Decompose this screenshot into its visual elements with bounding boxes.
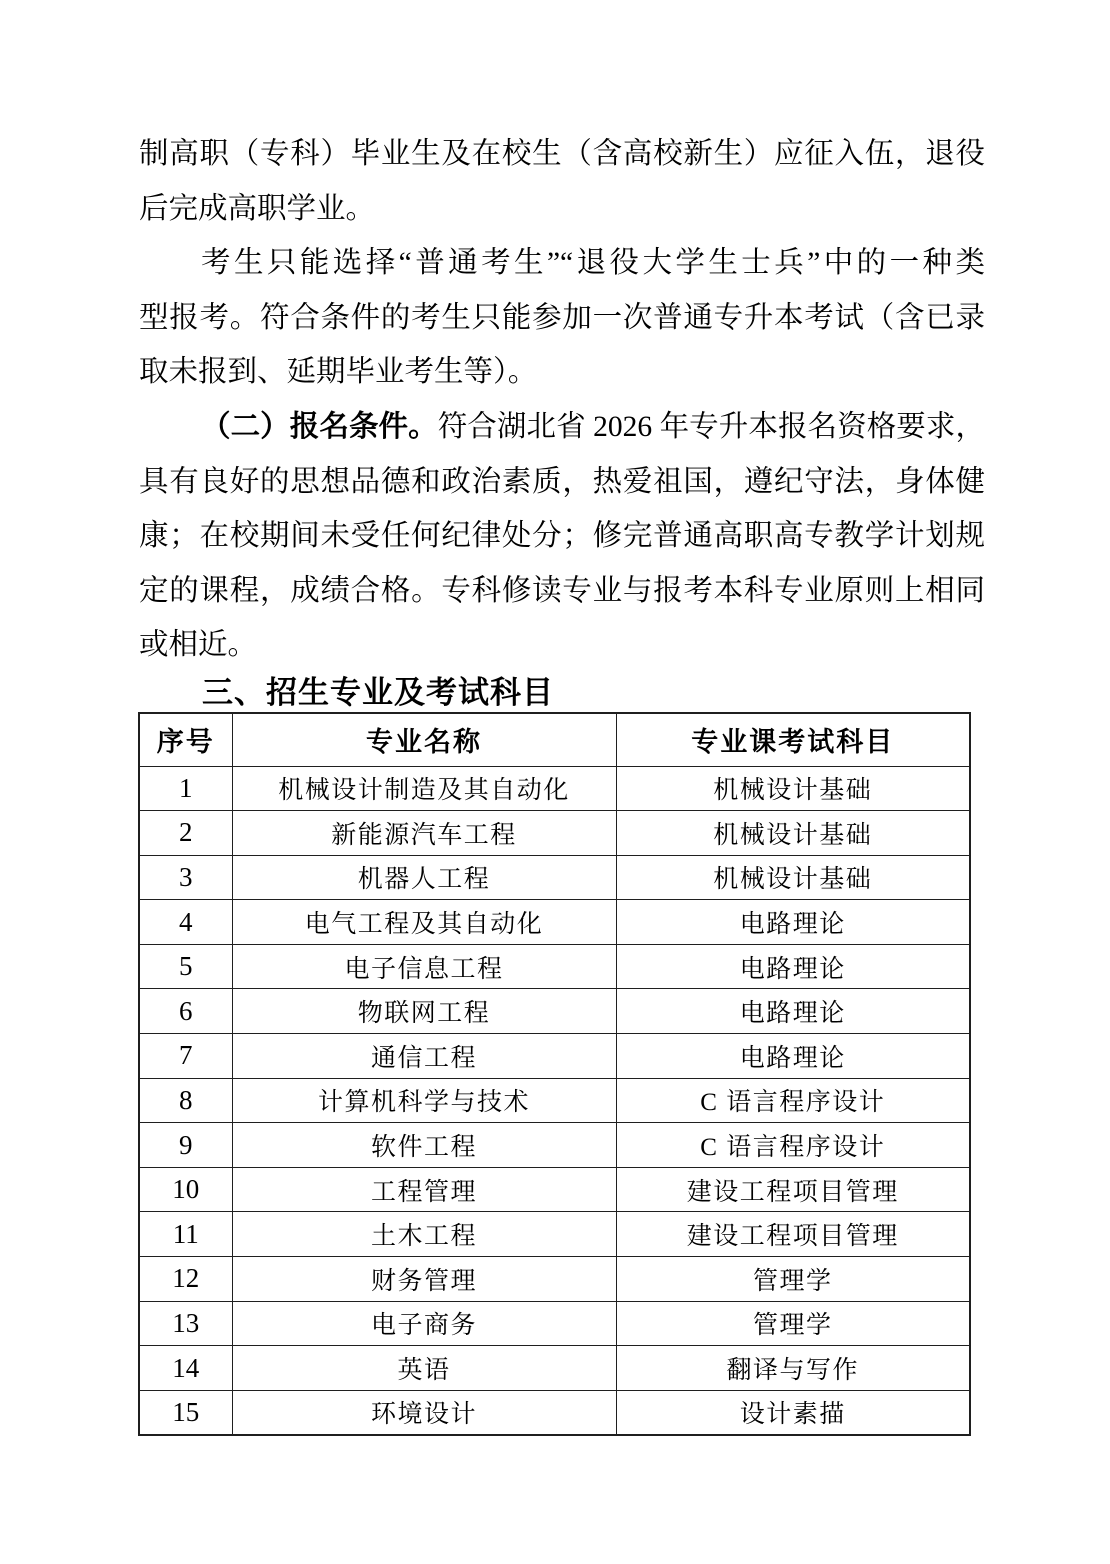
- cell-no: 7: [139, 1034, 232, 1079]
- paragraph-line: [139, 400, 985, 455]
- paragraph-line: 取未报到、延期毕业考生等）。: [139, 356, 538, 389]
- table-header-subject: 专业课考试科目: [616, 713, 970, 766]
- table-header-major: 专业名称: [232, 713, 616, 766]
- cell-subject: 机械设计基础: [616, 811, 970, 856]
- paragraph-line: 或相近。: [139, 629, 258, 662]
- paragraph-line-text: 符合湖北省 2026 年专升本报名资格要求，: [437, 410, 985, 443]
- cell-subject: 管理学: [616, 1301, 970, 1346]
- cell-subject: 电路理论: [616, 944, 970, 989]
- paragraph-line: 康；在校期间未受任何纪律处分；修完普通高职高专教学计划规: [139, 520, 985, 553]
- table-row: [139, 1257, 970, 1302]
- cell-major: 财务管理: [232, 1257, 616, 1302]
- cell-no: 10: [139, 1167, 232, 1212]
- table-row: [139, 1301, 970, 1346]
- cell-no: 15: [139, 1390, 232, 1435]
- cell-major: 物联网工程: [232, 989, 616, 1034]
- cell-subject: 管理学: [616, 1257, 970, 1302]
- cell-no: 6: [139, 989, 232, 1034]
- cell-no: 5: [139, 944, 232, 989]
- paragraph-line: 具有良好的思想品德和政治素质，热爱祖国，遵纪守法，身体健: [139, 465, 985, 498]
- table-row: [139, 1078, 970, 1123]
- table-header-row: [139, 713, 970, 766]
- cell-subject: 电路理论: [616, 1034, 970, 1079]
- table-header: [139, 713, 970, 766]
- paragraph-line: 型报考。符合条件的考生只能参加一次普通专升本考试（含已录: [139, 301, 985, 334]
- cell-no: 2: [139, 811, 232, 856]
- cell-major: 电子信息工程: [232, 944, 616, 989]
- cell-subject: C 语言程序设计: [616, 1123, 970, 1168]
- cell-subject: 电路理论: [616, 900, 970, 945]
- table-row: [139, 1034, 970, 1079]
- cell-major: 机器人工程: [232, 855, 616, 900]
- table-row: [139, 944, 970, 989]
- body-text-block: [139, 127, 985, 712]
- cell-major: 工程管理: [232, 1167, 616, 1212]
- cell-major: 环境设计: [232, 1390, 616, 1435]
- cell-subject: 建设工程项目管理: [616, 1167, 970, 1212]
- cell-no: 8: [139, 1078, 232, 1123]
- table-row: [139, 1212, 970, 1257]
- cell-major: 通信工程: [232, 1034, 616, 1079]
- cell-major: 电气工程及其自动化: [232, 900, 616, 945]
- table-row: [139, 855, 970, 900]
- table-row: [139, 811, 970, 856]
- paragraph-lead-bold: （二）报名条件。: [201, 410, 438, 443]
- table-row: [139, 766, 970, 811]
- cell-major: 土木工程: [232, 1212, 616, 1257]
- table-row: [139, 989, 970, 1034]
- cell-no: 1: [139, 766, 232, 811]
- paragraph-line: 定的课程，成绩合格。专科修读专业与报考本科专业原则上相同: [139, 574, 985, 607]
- cell-no: 11: [139, 1212, 232, 1257]
- cell-subject: 翻译与写作: [616, 1346, 970, 1391]
- cell-major: 软件工程: [232, 1123, 616, 1168]
- cell-no: 3: [139, 855, 232, 900]
- paragraph-line: 制高职（专科）毕业生及在校生（含高校新生）应征入伍，退役: [139, 138, 985, 170]
- table-row: [139, 1123, 970, 1168]
- cell-no: 14: [139, 1346, 232, 1391]
- cell-no: 9: [139, 1123, 232, 1168]
- cell-major: 新能源汽车工程: [232, 811, 616, 856]
- cell-subject: 建设工程项目管理: [616, 1212, 970, 1257]
- table-row: [139, 900, 970, 945]
- section-heading: 三、招生专业及考试科目: [202, 674, 554, 710]
- majors-exam-table: [138, 712, 971, 1436]
- cell-major: 英语: [232, 1346, 616, 1391]
- paragraph-line: 考生只能选择“普通考生”“退役大学生士兵”中的一种类: [201, 247, 985, 280]
- cell-subject: 机械设计基础: [616, 855, 970, 900]
- cell-major: 计算机科学与技术: [232, 1078, 616, 1123]
- cell-major: 机械设计制造及其自动化: [232, 766, 616, 811]
- table-row: [139, 1346, 970, 1391]
- cell-subject: 电路理论: [616, 989, 970, 1034]
- cell-no: 12: [139, 1257, 232, 1302]
- paragraph-line: 后完成高职学业。: [139, 192, 376, 225]
- cell-subject: C 语言程序设计: [616, 1078, 970, 1123]
- cell-no: 13: [139, 1301, 232, 1346]
- cell-subject: 设计素描: [616, 1390, 970, 1435]
- cell-major: 电子商务: [232, 1301, 616, 1346]
- cell-no: 4: [139, 900, 232, 945]
- table-row: [139, 1167, 970, 1212]
- cell-subject: 机械设计基础: [616, 766, 970, 811]
- table-header-no: 序号: [139, 713, 232, 766]
- table-row: [139, 1390, 970, 1435]
